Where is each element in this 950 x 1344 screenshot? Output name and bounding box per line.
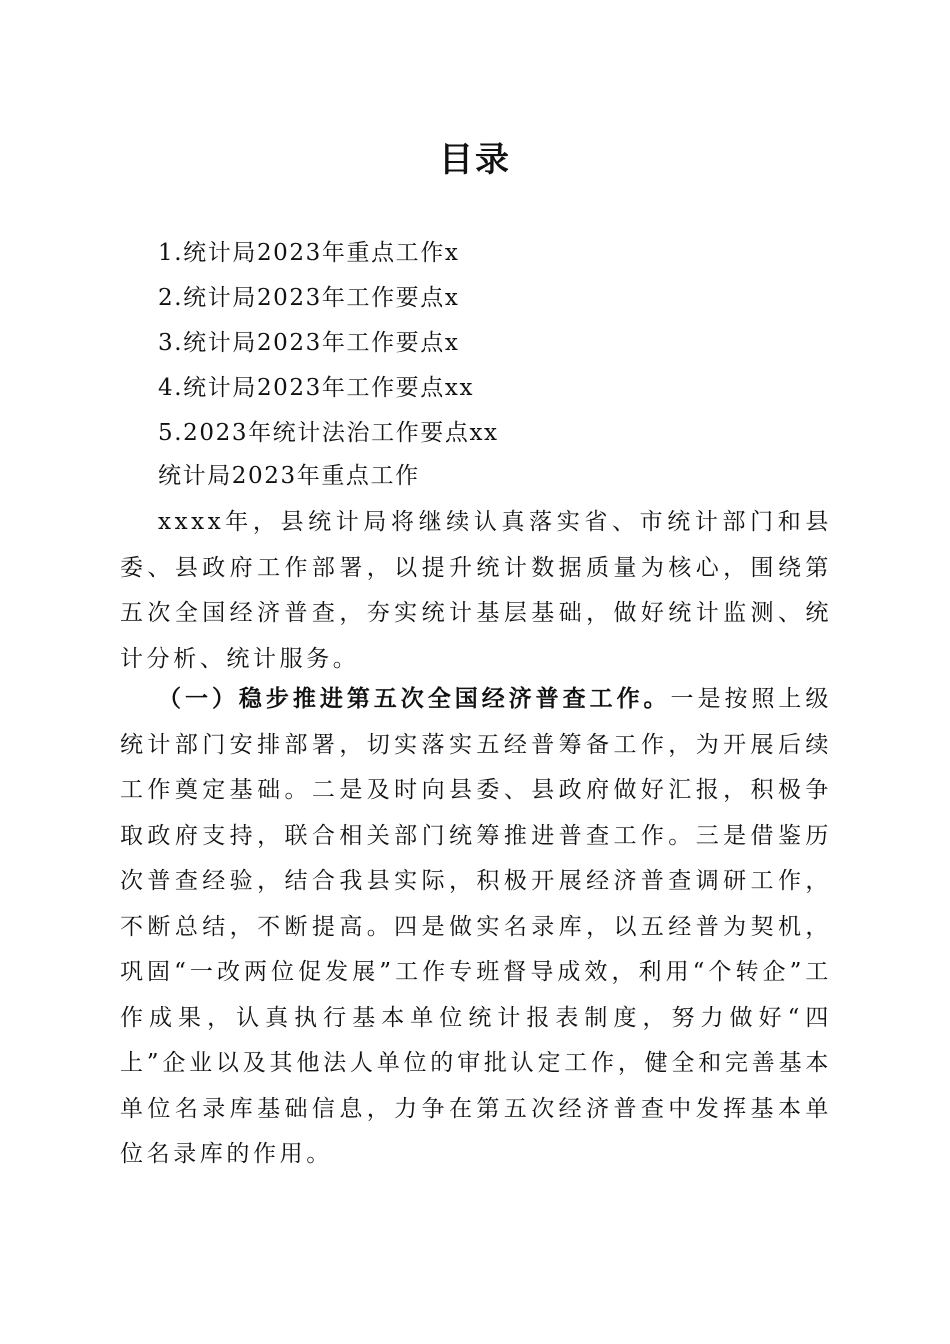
page-title: 目录 xyxy=(439,140,511,180)
section-1-paragraph xyxy=(120,676,832,1178)
section-heading: 统计局2023年重点工作 xyxy=(158,463,420,489)
section-1-lead: （一）稳步推进第五次全国经济普查工作。 xyxy=(158,685,671,712)
intro-paragraph: xxxx年，县统计局将继续认真落实省、市统计部门和县委、县政府工作部署，以提升统计数据质量为核心，围绕第五次全国经济普查，夯实统计基层基础，做好统计监测、统计分析、统计服务。 xyxy=(120,509,832,672)
table-of-contents xyxy=(158,231,838,456)
toc-item: 3.统计局2023年工作要点x xyxy=(158,330,460,356)
toc-item: 2.统计局2023年工作要点x xyxy=(158,285,460,311)
toc-item: 4.统计局2023年工作要点xx xyxy=(158,375,475,401)
toc-item: 5.2023年统计法治工作要点xx xyxy=(158,420,499,446)
section-1-body: 一是按照上级统计部门安排部署，切实落实五经普筹备工作，为开展后续工作奠定基础。二是及时向县委、县政府做好汇报，积极争取政府支持，联合相关部门统筹推进普查工作。三是借鉴历次普查经验，结合我县实际，积极开展经济普查调研工作，不断总结，不断提高。四是做实名录库，以五经普为契机，巩固“一改两位促发展”工作专班督导成效，利用“个转企”工作成果，认真执行基本单位统计报表制度，努力做好“四上”企业以及其他法人单位的审批认定工作，健全和完善基本单位名录库基础信息，力争在第五次经济普查中发挥基本单位名录库的作用。 xyxy=(120,686,832,1167)
toc-item: 1.统计局2023年重点工作x xyxy=(158,240,460,266)
